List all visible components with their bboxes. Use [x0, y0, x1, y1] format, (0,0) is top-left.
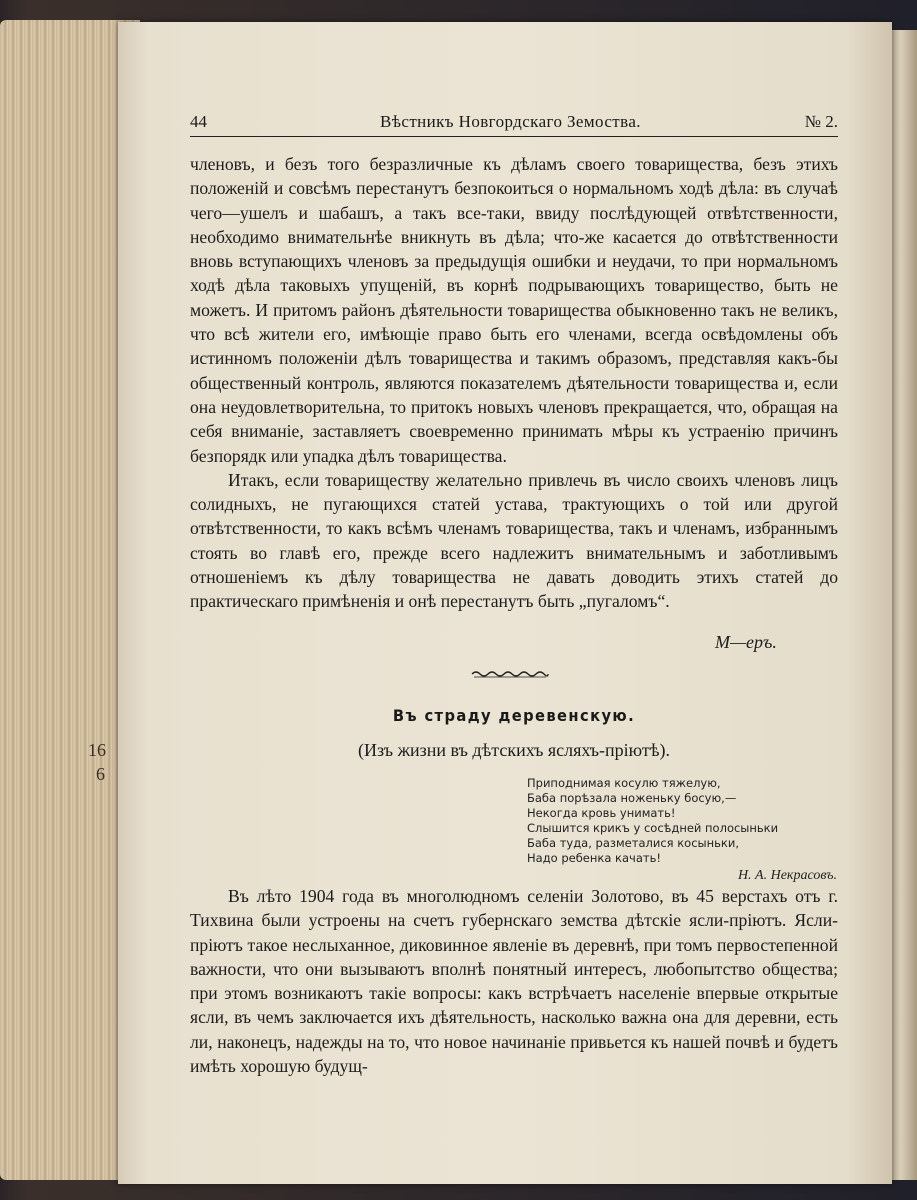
- section-subtitle: (Изъ жизни въ дѣтскихъ ясляхъ-прiютѣ).: [357, 740, 671, 760]
- edge-mark: 16: [88, 740, 106, 760]
- poem-line: Некогда кровь унимать!: [527, 806, 676, 820]
- article-signature: М—еръ.: [715, 632, 777, 652]
- poem-line: Приподнимая косулю тяжелую,: [527, 776, 721, 790]
- edge-mark: 6: [96, 764, 105, 784]
- section-title: Въ страду деревенскую.: [392, 706, 636, 725]
- issue-number: № 2.: [804, 112, 838, 131]
- page-number: 44: [190, 112, 207, 131]
- paragraph: Итакъ, если товариществу желательно привлечь въ число своихъ членовъ лицъ солидныхъ, не пугающихся статей устава, трактующихъ о той или другой отвѣтственности, то какъ всѣмъ членамъ товарищества, такъ и членамъ, избраннымъ стоять во главѣ его, прежде всего надлежитъ внимательнымъ и заботливымъ отношенiемъ къ дѣлу товарищества не давать доводить этихъ статей до практическаго примѣненiя и онѣ перестанутъ быть „пугаломъ“.: [190, 469, 838, 612]
- article1-body: [190, 152, 838, 614]
- poem-author: Н. А. Некрасовъ.: [737, 868, 837, 883]
- facing-page-edge: [890, 30, 917, 1180]
- journal-title: Вѣстникъ Новгордскаго Земоства.: [380, 112, 641, 131]
- paragraph: Въ лѣто 1904 года въ многолюдномъ селенiи Золотово, въ 45 верстахъ отъ г. Тихвина были устроены на счетъ губернскаго земства дѣтскiе ясли-прiютъ. Ясли-прiютъ такое неслыханное, диковинное явленiе въ деревнѣ, при томъ первостепенной важности, что они вызываютъ вполнѣ понятный интересъ, любопытство общества; при этомъ возникаютъ такiе вопросы: какъ встрѣчаетъ населенiе впервые открытые ясли, въ чемъ заключается ихъ дѣятельность, насколько важна она для деревни, есть ли, наконецъ, надежды на то, что новое начинанiе привьется къ нашей почвѣ и будетъ имѣть хорошую будущ-: [190, 886, 838, 1077]
- poem-line: Баба порѣзала ноженьку босую,—: [527, 791, 737, 805]
- running-header: [190, 110, 838, 137]
- article2-body: [190, 884, 838, 1078]
- poem-line: Слышится крикъ у сосѣдней полосыньки: [527, 821, 779, 835]
- paragraph: членовъ, и безъ того безразличные къ дѣламъ своего товарищества, безъ этихъ положенiй и совсѣмъ перестанутъ безпокоиться о нормальномъ ходѣ дѣла: въ случаѣ чего—ушелъ и шабашъ, а такъ все-таки, ввиду послѣдующей отвѣтственности, необходимо внимательнѣе вникнуть въ дѣла; что-же касается до отвѣтственности вновь вступающихъ членовъ за предыдущiя ошибки и неудачи, то при нормальномъ ходѣ дѣла таковыхъ упущенiй, въ корнѣ подрывающихъ товарищество, быть не можетъ. И притомъ районъ дѣятельности товарищества обыкновенно такъ не великъ, что всѣ жители его, имѣющiе право быть его членами, всегда освѣдомлены объ истинномъ положенiи дѣлъ товарищества и такимъ образомъ, представляя какъ-бы общественный контроль, являются показателемъ дѣятельности товарищества и, если она неудовлетворительна, то притокъ новыхъ членовъ прекращается, что, обращая на себя вниманiе, заставляетъ своевременно принимать мѣры къ устраенiю причинъ безпорядк или упадка дѣлъ товарищества.: [190, 154, 838, 466]
- poem-line: Надо ребенка качать!: [527, 851, 661, 865]
- poem-line: Баба туда, разметалися косыньки,: [527, 836, 739, 850]
- epigraph-poem: [527, 776, 837, 883]
- section-divider: [470, 668, 550, 680]
